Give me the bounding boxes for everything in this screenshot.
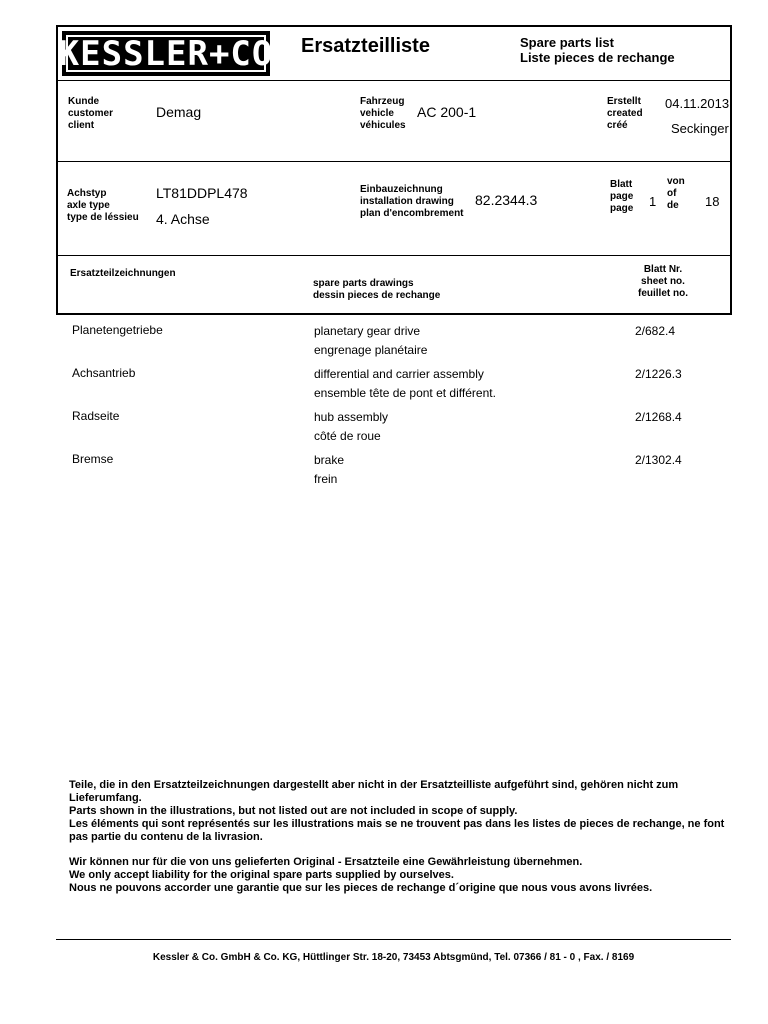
drawing-name-en: brake [314, 453, 345, 467]
scope-notice-de: Teile, die in den Ersatzteilzeichnungen dargestellt aber nicht in der Ersatzteilliste aufgeführt sind, gehören nicht zum Lieferumfang. [69, 779, 679, 804]
document-title: Ersatzteilliste [301, 35, 430, 57]
warranty-notice-en: We only accept liability for the original spare parts supplied by ourselves. [69, 869, 454, 881]
warranty-notice-fr: Nous ne pouvons accorder une garantie que sur les pieces de rechange d´origine que nous vous avons livrées. [69, 882, 653, 894]
drawing-name-de: Planetengetriebe [72, 323, 163, 337]
company-logo [58, 31, 274, 76]
created-author: Seckinger [671, 121, 729, 136]
drawings-header-de: Ersatzteilzeichnungen [70, 268, 176, 279]
vehicle-value: AC 200-1 [417, 104, 477, 120]
drawing-sheet-number: 2/1268.4 [635, 410, 682, 424]
page-of-label: von of de [667, 176, 685, 211]
scope-notice [69, 779, 739, 844]
axle-position: 4. Achse [156, 211, 210, 227]
axle-type-value: LT81DDPL478 [156, 185, 248, 201]
drawing-sheet-number: 2/1226.3 [635, 367, 682, 381]
page-label: Blatt page page [610, 179, 634, 214]
created-label: Erstellt created créé [607, 96, 643, 131]
list-item [0, 321, 768, 364]
drawing-name-en: differential and carrier assembly [314, 367, 484, 381]
created-date: 04.11.2013 [665, 96, 730, 111]
drawing-name-fr: ensemble tête de pont et différent. [314, 386, 496, 400]
page-total: 18 [705, 194, 720, 209]
drawing-sheet-number: 2/1302.4 [635, 453, 682, 467]
page-number: 1 [649, 194, 657, 209]
drawings-header-translations: spare parts drawings dessin pieces de rechange [313, 278, 441, 301]
drawing-name-fr: engrenage planétaire [314, 343, 428, 357]
warranty-notice-de: Wir können nur für die von uns gelieferten Original - Ersatzteile eine Gewährleistung übernehmen. [69, 856, 583, 868]
installation-drawing-label: Einbauzeichnung installation drawing plan d'encombrement [360, 184, 464, 219]
drawing-sheet-number: 2/682.4 [635, 324, 676, 338]
list-item [0, 364, 768, 407]
list-item [0, 450, 768, 493]
footer-address: Kessler & Co. GmbH & Co. KG, Hüttlinger Str. 18-20, 73453 Abtsgmünd, Tel. 07366 / 81 - 0 , Fax. / 8169 [152, 952, 635, 963]
customer-value: Demag [156, 104, 202, 120]
drawing-name-de: Radseite [72, 409, 120, 423]
vehicle-label: Fahrzeug vehicle véhicules [360, 96, 406, 131]
axle-type-label: Achstyp axle type type de léssieu [67, 188, 139, 223]
divider-line [56, 255, 732, 256]
subtitle-en: Spare parts list [520, 35, 614, 50]
divider-line [56, 80, 732, 81]
customer-label: Kunde customer client [68, 96, 114, 131]
logo-text: KESSLER+CO [58, 33, 274, 74]
warranty-notice [69, 856, 739, 895]
drawing-name-en: planetary gear drive [314, 324, 421, 338]
divider-line [56, 161, 732, 162]
drawing-name-en: hub assembly [314, 410, 389, 424]
drawing-name-de: Bremse [72, 452, 114, 466]
scope-notice-en: Parts shown in the illustrations, but not listed out are not included in scope of supply. [69, 805, 518, 817]
sheet-number-header: Blatt Nr. sheet no. feuillet no. [638, 264, 688, 299]
list-item [0, 407, 768, 450]
drawing-name-fr: frein [314, 472, 338, 486]
scope-notice-fr: Les éléments qui sont représentés sur les illustrations mais se ne trouvent pas dans les listes de pieces de rechange, ne font pas partie du contenu de la livrasion. [69, 818, 725, 843]
footer-divider [56, 939, 731, 940]
drawing-name-de: Achsantrieb [72, 366, 136, 380]
installation-drawing-value: 82.2344.3 [475, 192, 538, 208]
drawing-name-fr: côté de roue [314, 429, 381, 443]
subtitle-fr: Liste pieces de rechange [520, 50, 675, 65]
